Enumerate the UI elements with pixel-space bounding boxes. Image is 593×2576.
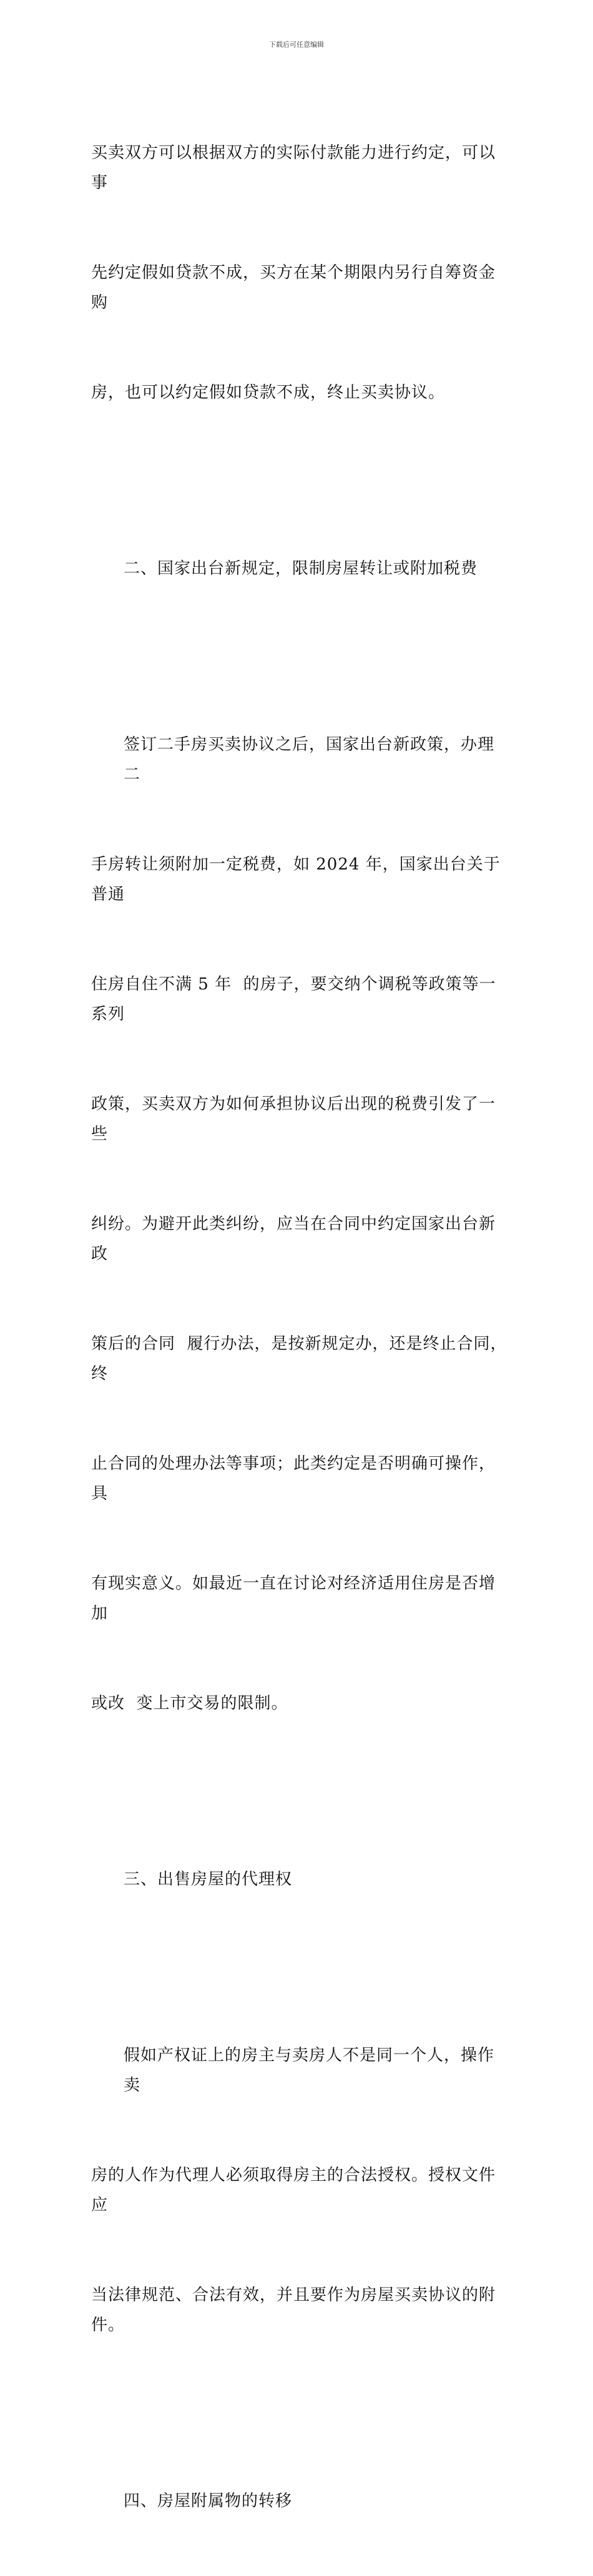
text-line: 房的人作为代理人必须取得房主的合法授权。授权文件应 (91, 2166, 496, 2215)
text-line: 有现实意义。如最近一直在讨论对经济适用住房是否增加 (91, 1574, 496, 1623)
text-line: 手房转让须附加一定税费，如 2024 年，国家出台关于普通 (91, 855, 501, 904)
paragraph-gap (91, 644, 508, 670)
text-line: 策后的合同 履行办法，是按新规定办，还是终止合同，终 (91, 1335, 507, 1383)
paragraph-gap (91, 468, 508, 494)
heading-line: 四、房屋附属物的转移 (124, 2492, 293, 2510)
page-header: 下载后可任意编辑 (269, 41, 324, 49)
paragraph-gap (91, 1954, 508, 1981)
paragraph-agency (91, 1981, 508, 2400)
document-body (91, 78, 508, 2576)
paragraph-gap (91, 2400, 508, 2426)
section-heading-4 (91, 2426, 508, 2576)
text-line: 止合同的处理办法等事项；此类约定是否明确可操作，具 (91, 1454, 496, 1503)
text-line: 假如产权证上的房主与卖房人不是同一个人，操作卖 (124, 2046, 495, 2095)
paragraph-gap (91, 1778, 508, 1805)
text-line: 政策，买卖双方为如何承担协议后出现的税费引发了一些 (91, 1095, 496, 1144)
heading-line: 二、国家出台新规定，限制房屋转让或附加税费 (124, 559, 478, 578)
paragraph-loan-agreement (91, 78, 508, 468)
section-heading-2 (91, 494, 508, 644)
heading-line: 三、出售房屋的代理权 (124, 1870, 293, 1889)
text-line: 买卖双方可以根据双方的实际付款能力进行约定，可以事 (91, 144, 496, 192)
text-line: 或改 变上市交易的限制。 (91, 1694, 288, 1713)
text-line: 先约定假如贷款不成，买方在某个期限内另行自筹资金购 (91, 263, 496, 312)
section-heading-3 (91, 1805, 508, 1954)
text-line: 房，也可以约定假如贷款不成，终止买卖协议。 (91, 383, 446, 402)
text-line: 住房自住不满 5 年 的房子，要交纳个调税等政策等一系列 (91, 975, 496, 1024)
text-line: 当法律规范、合法有效，并且要作为房屋买卖协议的附件。 (91, 2286, 496, 2334)
text-line: 签订二手房买卖协议之后，国家出台新政策，办理二 (124, 735, 495, 784)
text-line: 纠纷。为避开此类纠纷，应当在合同中约定国家出台新政 (91, 1215, 496, 1263)
paragraph-new-policy (91, 670, 508, 1778)
